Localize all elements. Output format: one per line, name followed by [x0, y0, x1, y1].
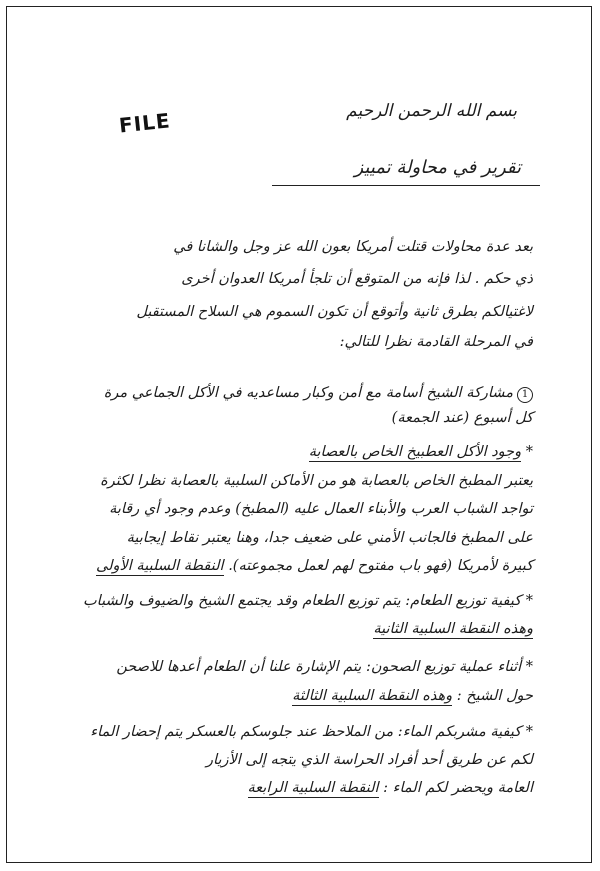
title-underline	[272, 185, 540, 186]
document-page	[6, 6, 592, 863]
item-1-text: مشاركة الشيخ أسامة مع أمن وكبار مساعديه في الأكل الجماعي مرة	[103, 385, 513, 401]
basmala: بسم الله الرحمن الرحيم	[346, 101, 517, 121]
item-3-text: كيفية توزيع الطعام: يتم توزيع الطعام وقد يجتمع الشيخ والضيوف والشباب	[83, 593, 522, 609]
paragraph-line: بعد عدة محاولات قتلت أمريكا بعون الله عز وجل والشانا في	[173, 239, 533, 255]
item-3-label-line	[373, 621, 533, 637]
document-title: تقرير في محاولة تمييز	[354, 157, 521, 178]
item-5-text: كيفية مشربكم الماء: من الملاحظ عند جلوسكم بالعسكر يتم إحضار الماء	[90, 724, 522, 740]
item-2-line-text: كبيرة لأمريكا (فهو باب مفتوح لهم لعمل مجموعته).	[228, 558, 533, 574]
item-4-text-2: حول الشيخ	[466, 688, 533, 704]
item-2-line: يعتبر المطبخ الخاص بالعصابة هو من الأماكن السلبية بالعصابة نظرا لكثرة	[100, 473, 533, 489]
item-5-line: * كيفية مشربكم الماء: من الملاحظ عند جلوسكم بالعسكر يتم إحضار الماء	[90, 724, 533, 740]
item-5-line-3: العامة ويحضر لكم الماء : النقطة السلبية الرابعة	[247, 780, 533, 796]
item-4-line-2: حول الشيخ : وهذه النقطة السلبية الثالثة	[292, 688, 533, 704]
item-4-text: أثناء عملية توزيع الصحون: يتم الإشارة علنا أن الطعام أعدها للاصحن	[116, 659, 522, 675]
item-2-line	[96, 558, 533, 574]
item-2-line: تواجد الشباب العرب والأبناء العمال عليه (المطبخ) وعدم وجود أي رقابة	[109, 501, 533, 517]
item-3-label: وهذه النقطة السلبية الثانية	[373, 621, 533, 637]
item-5-text-3: العامة ويحضر لكم الماء	[392, 780, 533, 796]
item-3-line: * كيفية توزيع الطعام: يتم توزيع الطعام وقد يجتمع الشيخ والضيوف والشباب	[83, 593, 533, 609]
paragraph-line: لاغتيالكم بطرق ثانية وأتوقع أن تكون السموم هي السلاح المستقبل	[136, 304, 533, 320]
item-5-label: النقطة السلبية الرابعة	[247, 780, 379, 796]
item-4-label: وهذه النقطة السلبية الثالثة	[292, 688, 453, 704]
item-2-label: النقطة السلبية الأولى	[96, 558, 224, 574]
item-4-line: * أثناء عملية توزيع الصحون: يتم الإشارة علنا أن الطعام أعدها للاصحن	[116, 659, 533, 675]
item-number: 1	[517, 387, 533, 403]
paragraph-line: ذي حكم . لذا فإنه من المتوقع أن تلجأ أمريكا العدوان أخرى	[181, 271, 533, 287]
file-stamp: FILE	[117, 108, 172, 138]
item-5-line-2: لكم عن طريق أحد أفراد الحراسة الذي يتجه إلى الأزيار	[206, 752, 533, 768]
item-1-line-1	[104, 385, 533, 403]
item-2-heading-text: وجود الأكل العطبيخ الخاص بالعصابة	[308, 444, 522, 460]
paragraph-line: في المرحلة القادمة نظرا للتالي:	[339, 334, 533, 350]
item-2-heading: * وجود الأكل العطبيخ الخاص بالعصابة	[308, 444, 533, 460]
item-2-line: على المطبخ فالجانب الأمني على ضعيف جدا، وهنا يعتبر نقاط إيجابية	[126, 530, 533, 546]
item-1-line-2: كل أسبوع (عند الجمعة)	[391, 410, 533, 426]
